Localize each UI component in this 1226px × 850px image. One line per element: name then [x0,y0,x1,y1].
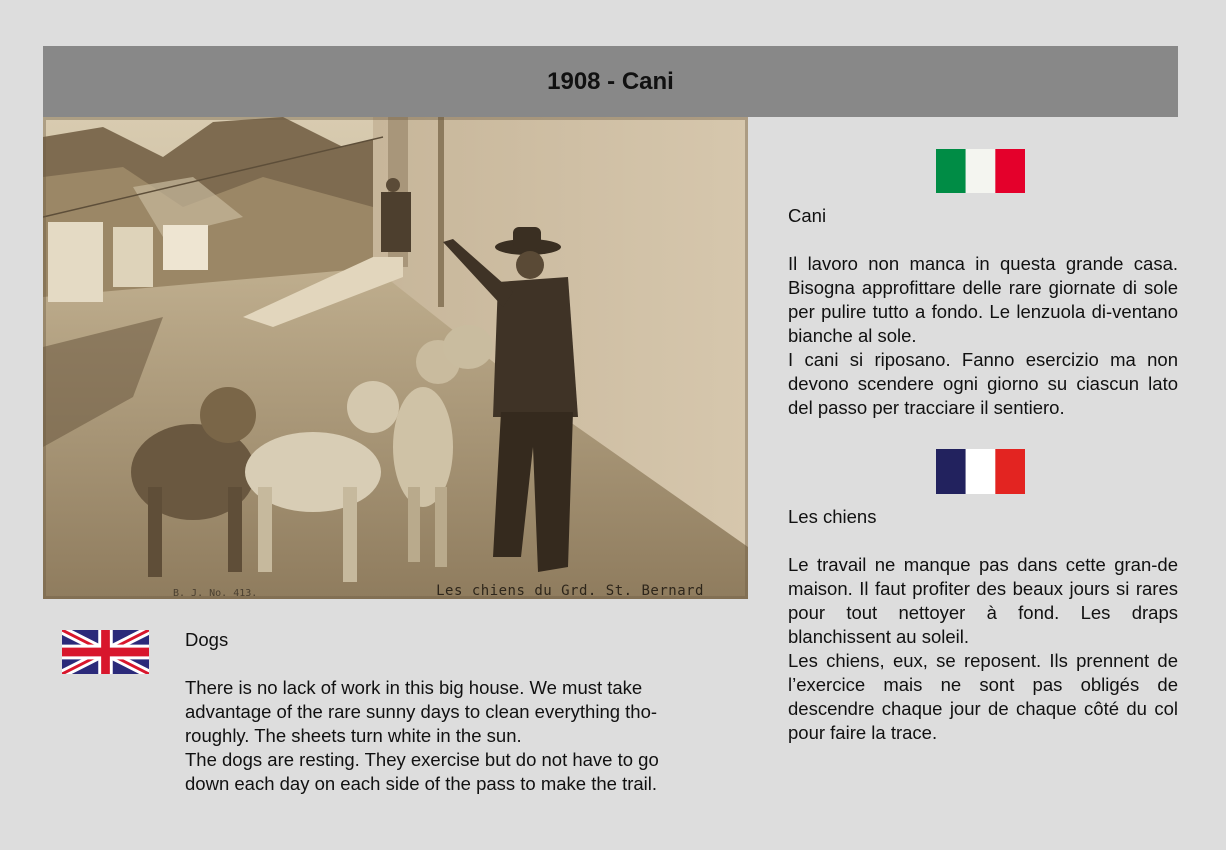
italian-heading: Cani [788,205,827,226]
page-title: 1908 - Cani [547,67,674,95]
english-text [185,628,705,796]
french-text [788,505,1178,745]
french-body: Le travail ne manque pas dans cette gran-de maison. Il faut profiter des beaux jours si rares pour tout nettoyer à fond. Les draps blanchissent au soleil. Les chiens, eux, se reposent. Ils prennent de l’exercice mais ne sont pas obligés de descendre chaque jour de chaque côté du col pour faire la trace. [788,554,1178,743]
photo-caption: Les chiens du Grd. St. Bernard [436,583,704,599]
uk-flag-icon [62,630,149,674]
french-heading: Les chiens [788,506,877,527]
italian-body: Il lavoro non manca in questa grande casa. Bisogna approfittare delle rare giornate di sole per pulire tutto a fondo. Le lenzuola di-ventano bianche al sole. I cani si riposano. Fanno esercizio ma non devono scendere ogni giorno su ciascun lato del passo per tracciare il sentiero. [788,253,1178,418]
italy-flag-icon [936,149,1025,193]
france-flag-icon [936,449,1025,494]
title-bar [43,46,1178,117]
italian-text [788,204,1178,420]
photo-illustration [43,117,748,599]
photo-code: B. J. No. 413. [173,588,258,599]
historic-photo [43,117,748,599]
english-body: There is no lack of work in this big house. We must take advantage of the rare sunny days to clean everything tho-roughly. The sheets turn white in the sun. The dogs are resting. They exercise but do not have to go down each day on each side of the pass to make the trail. [185,677,659,794]
english-heading: Dogs [185,629,229,650]
